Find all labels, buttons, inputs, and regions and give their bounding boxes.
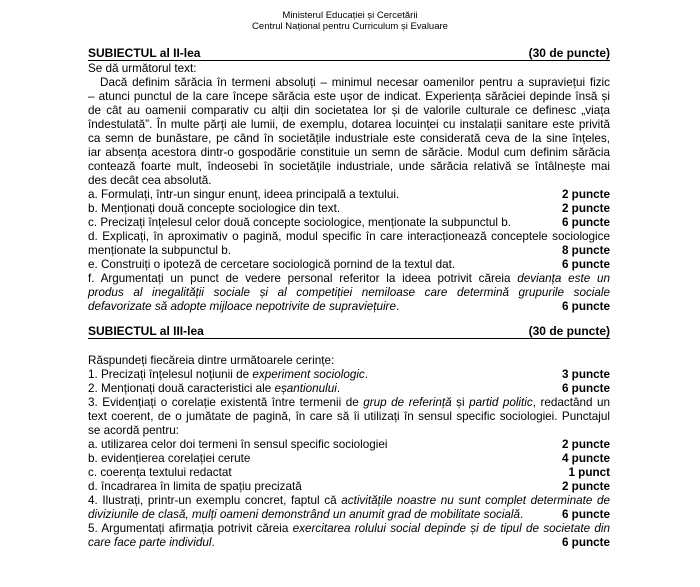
q3-text: , redactând un (532, 396, 610, 409)
text-line: de cât au oamenii comparativ cu alții din societatea lor și de valorile culturale ce definesc „viața (88, 104, 610, 117)
criterion-d-text: d. încadrarea în limita de spațiu precizată (88, 480, 302, 493)
text-line: des decât cea absolută. (88, 174, 212, 187)
criterion-b (88, 452, 610, 466)
item-b-points: 2 puncte (561, 202, 610, 215)
item-f (88, 300, 610, 314)
item-b (88, 202, 610, 216)
item-d (88, 244, 610, 258)
question-1-points: 3 puncte (561, 368, 610, 381)
criterion-c-points: 1 punct (568, 466, 610, 479)
item-c (88, 216, 610, 230)
question-3-line3: se acordă pentru: (88, 424, 179, 437)
criterion-b-text: b. evidențierea corelației cerute (88, 452, 251, 465)
question-4-points: 6 puncte (561, 508, 610, 521)
item-e-points: 6 puncte (561, 258, 610, 271)
text-line: îndestulată”. În multe părți ale lumii, de exemplu, dotarea locuinței cu instalații sanitare este privită (88, 118, 610, 131)
q5-quote: care face parte individul (88, 536, 212, 549)
item-a (88, 188, 610, 202)
section-3-intro: Răspundeți fiecăreia dintre următoarele cerințe: (88, 354, 335, 367)
criterion-a-points: 2 puncte (561, 438, 610, 451)
criterion-a (88, 438, 610, 452)
q2-term: eșantionului (274, 382, 337, 395)
item-f-quote: defavorizate să adopte mijloace nepotrivite de supraviețuire (88, 300, 396, 313)
question-4 (88, 508, 610, 522)
q2-period: . (336, 382, 341, 395)
section-3-heading: SUBIECTUL al III-lea (88, 324, 204, 338)
text-line: iar absența acestora dintr-o gospodărie constituie un semn de sărăcie. Modul cum definim sărăcia (88, 146, 610, 159)
text-line: contează foarte mult, îndeosebi în societățile industriale, unde sărăcia relativă se întâlnește mai (88, 160, 610, 173)
item-b-text: b. Menționați două concepte sociologice din text. (88, 202, 341, 215)
item-f-quote: produs al inegalității sociale și al competiției nemiloase care determină grupurile sociale (88, 286, 610, 299)
criterion-c (88, 466, 610, 480)
question-2-points: 6 puncte (561, 382, 610, 395)
q4-period: . (520, 508, 524, 521)
q4-text: 4. Ilustrați, printr-un exemplu concret, faptul că (88, 494, 342, 507)
q5-period: . (211, 536, 215, 549)
section-2-intro: Se dă următorul text: (88, 62, 197, 75)
item-d-points: 8 puncte (561, 244, 610, 257)
question-4-line2 (88, 508, 523, 522)
criterion-d-points: 2 puncte (561, 480, 610, 493)
q1-text: 1. Precizați înțelesul noțiunii de (88, 368, 253, 381)
header-ministry: Ministerul Educației și Cercetării (282, 10, 418, 21)
question-2-text (88, 382, 340, 396)
question-3-line1 (88, 396, 610, 410)
criterion-a-text: a. utilizarea celor doi termeni în sensul specific sociologiei (88, 438, 388, 451)
question-5-line2 (88, 536, 215, 550)
item-f-line2 (88, 286, 610, 300)
question-1-text (88, 368, 368, 382)
q3-text: și (451, 396, 470, 409)
criterion-d (88, 480, 610, 494)
section-3-points: (30 de puncte) (528, 324, 610, 338)
criterion-b-points: 4 puncte (561, 452, 610, 465)
question-5-points: 6 puncte (561, 536, 610, 549)
question-1 (88, 368, 610, 382)
section-2-heading: SUBIECTUL al II-lea (88, 46, 201, 60)
text-line: Dacă definim sărăcia în termeni absoluți – minimul necesar oamenilor pentru a supraviețui fizic (100, 76, 610, 89)
item-a-points: 2 puncte (561, 188, 610, 201)
item-f-line1 (88, 272, 610, 286)
item-d-text: menționate la subpunctul b. (88, 244, 231, 257)
q1-term: experiment sociologic (252, 368, 365, 381)
item-c-text: c. Precizați înțelesul celor două concepte sociologice, menționate la subpunctul b. (88, 216, 511, 229)
item-f-line3 (88, 300, 399, 314)
q4-quote: diviziunile de clasă, mulți oameni demonstrând un anumit grad de mobilitate socială (88, 508, 521, 521)
question-4-line1 (88, 494, 610, 508)
q3-text: 3. Evidențiați o corelație existentă între termenii de (88, 396, 364, 409)
item-c-points: 6 puncte (561, 216, 610, 229)
text-line: ca semn de bunăstare, pe când în societățile industriale este considerată ceva de la sine înțeles, (88, 132, 610, 145)
q5-quote: exercitarea rolului social depinde și de tipul de societate din (292, 522, 610, 535)
item-a-text: a. Formulați, într-un singur enunț, ideea principală a textului. (88, 188, 400, 201)
item-f-quote: devianța este un (517, 272, 610, 285)
section-2-points: (30 de puncte) (528, 46, 610, 60)
criterion-c-text: c. coerența textului redactat (88, 466, 232, 479)
item-f-text: f. Argumentați un punct de vedere personal referitor la ideea potrivit căreia (88, 272, 518, 285)
question-5 (88, 536, 610, 550)
item-f-points: 6 puncte (561, 300, 610, 313)
question-5-line1 (88, 522, 610, 536)
q3-term: partid politic (469, 396, 533, 409)
header-center: Centrul Național pentru Curriculum și Evaluare (252, 21, 448, 32)
q5-text: 5. Argumentați afirmația potrivit căreia (88, 522, 293, 535)
q3-term: grup de referință (363, 396, 452, 409)
question-2 (88, 382, 610, 396)
item-e-text: e. Construiți o ipoteză de cercetare sociologică pornind de la textul dat. (88, 258, 456, 271)
section-2-title (88, 47, 610, 61)
item-f-period: . (395, 300, 400, 313)
question-3-line2: text coerent, de o jumătate de pagină, în care să îi utilizați în sensul specific sociologiei. Punctajul (88, 410, 610, 423)
section-3-title (88, 325, 610, 339)
q2-text: 2. Menționați două caracteristici ale (88, 382, 275, 395)
q1-period: . (364, 368, 369, 381)
q4-quote: activitățile noastre nu sunt complet determinate de (341, 494, 610, 507)
item-d-line1: d. Explicați, în aproximativ o pagină, modul specific în care interacționează conceptele sociologice (88, 230, 610, 243)
text-line: – atunci punctul de la care începe sărăcia este ușor de indicat. Experiența sărăciei depinde însă și (88, 90, 610, 103)
item-e (88, 258, 610, 272)
